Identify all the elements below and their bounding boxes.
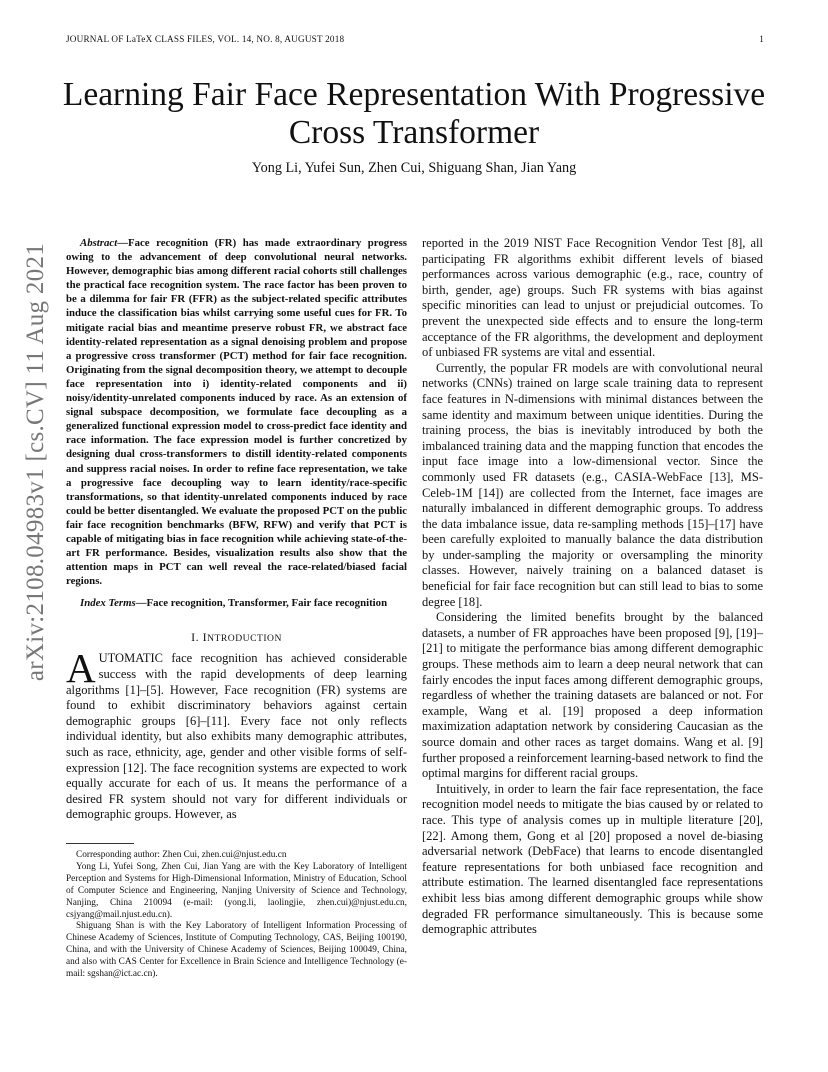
section-heading-introduction [66,630,407,645]
body-paragraph-4: Intuitively, in order to learn the fair face representation, the face recognition model needs to mitigate the bias caused by or related to race. This type of analysis comes up in multiple literature [20], [22]. Among them, Gong et al [20] proposed a novel de-biasing adversarial network (DebFace) that learns to encode disentangled feature representations for both unbiased face recognition and attribute estimation. The learned disentangled face representations exhibit less bias among different demographic groups while show degraded FR performance simultaneously. This is because some demographic attributes [422,781,763,937]
index-terms-lead: Index Terms [80,597,136,610]
body-paragraph-1: reported in the 2019 NIST Face Recognition Vendor Test [8], all participating FR algorithms exhibit different levels of biased performances across various demographic (e.g., race, country of birth, gender, age) groups. Such FR systems with bias against specific minorities can lead to unjust or prejudicial outcomes. To prevent the unexpected side effects and to ensure the long-term acceptance of the FR algorithms, the development and deployment of unbiased FR systems are vital and essential. [422,236,763,360]
abstract-lead: Abstract [80,237,118,249]
body-paragraph-2: Currently, the popular FR models are with convolutional neural networks (CNNs) trained on large scale training data to represent face features in N-dimensions with minimal distances between the same identity and maximum between unique identities. During the training process, the bias is inevitably introduced by both the imbalanced training data and the mapping function that encodes the input face image into a low-dimensional vector. Since the commonly used FR datasets (e.g., CASIA-WebFace [13], MS-Celeb-1M [14]) are collected from the Internet, face images are naturally imbalanced in different demographic groups. To address the data imbalance issue, data re-sampling methods [15]–[17] have been carefully exploited to manually balance the data distribution by under-sampling the majority or oversampling the minority classes. However, naively training on a balanced dataset is beneficial for fair face recognition but can still lead to bias to some degree [18]. [422,360,763,609]
section-title-rest: NTRODUCTION [207,633,282,645]
running-head [66,34,764,44]
intro-text: face recognition has achieved considerable success with the rapid developments of deep learning algorithms [1]–[5]. However, Face recognition (FR) systems are found to exhibit discriminatory behaviors against certain demographic groups [6]–[11]. Every face not only reflects individual identity, but also exhibits many demographic attributes, such as race, ethnicity, age, gender and other visible forms of self-expression [12]. The face recognition systems are expected to work equally accurate for each of us. It means the performance of a desired FR system should not vary for different individuals or demographic groups. However, as [66,651,407,822]
right-column [422,236,763,938]
footnote-affiliation-2: Shiguang Shan is with the Key Laboratory of Intelligent Information Processing of Chinese Academy of Sciences, Institute of Computing Technology, CAS, Beijing 100190, China, and with the University of Chinese Academy of Sciences, Beijing 100049, China, and also with CAS Center for Excellence in Brain Science and Intelligence Technology (e-mail: sgshan@ict.ac.cn). [66,921,407,980]
arxiv-identifier: arXiv:2108.04983v1 [cs.CV] 11 Aug 2021 [22,242,49,682]
paper-title: Learning Fair Face Representation With Progressive Cross Transformer [62,76,766,151]
section-initial: I [202,630,208,645]
footnote-rule [66,843,134,844]
index-terms-text: —Face recognition, Transformer, Fair face recognition [135,597,388,610]
section-numeral: I. [191,630,203,645]
drop-cap: A [66,645,96,692]
page-number: 1 [759,34,764,44]
footnote-affiliation-1: Yong Li, Yufei Song, Zhen Cui, Jian Yang are with the Key Laboratory of Intelligent Perception and Systems for High-Dimensional Information, Ministry of Education, School of Computer Science and Engineering, Nanjing University of Science and Technology, Nanjing, China 210094 (e-mail: (yong.li, laolingjie, zhen.cui)@njust.edu.cn, csjyang@mail.njust.edu.cn). [66,861,407,920]
left-column [66,236,407,981]
abstract-text: —Face recognition (FR) has made extraordinary progress owing to the advancement of deep convolutional neural networks. However, demographic bias among different racial cohorts still challenges the practical face recognition system. The race factor has been proven to be a dilemma for fair FR (FFR) as the subject-related specific attributes induce the classification bias whilst carrying some useful cues for FR. To mitigate racial bias and meantime preserve robust FR, we abstract face identity-related representation as a signal denoising problem and propose a progressive cross transformer (PCT) method for fair face recognition. Originating from the signal decomposition theory, we attempt to decouple face representation into i) identity-related components and ii) noisy/identity-unrelated components induced by race. As an extension of signal subspace decomposition, we formulate face decoupling as a generalized functional expression model to cross-predict face identity and race information. The face expression model is further concretized by designing dual cross-transformers to distill identity-related components and suppress racial noises. In order to refine face representation, we take a progressive face decoupling way to learn identity/race-specific transformations, so that identity-unrelated components induced by race could be better disentangled. We evaluate the proposed PCT on the public fair face recognition benchmarks (BFW, RFW) and verify that PCT is capable of mitigating bias in face recognition while achieving state-of-the-art FR performance. Besides, visualization results also show that the attention maps in PCT can well reveal the race-related/biased facial regions. [66,237,407,588]
intro-paragraph [66,645,407,823]
journal-header: JOURNAL OF LaTeX CLASS FILES, VOL. 14, NO. 8, AUGUST 2018 [66,34,345,44]
index-terms [66,596,407,610]
abstract [66,236,407,588]
intro-smallcaps: UTOMATIC [98,651,163,666]
paper-authors: Yong Li, Yufei Sun, Zhen Cui, Shiguang Shan, Jian Yang [251,160,577,176]
footnote-corresponding: Corresponding author: Zhen Cui, zhen.cui@njust.edu.cn [76,849,287,860]
body-paragraph-3: Considering the limited benefits brought by the balanced datasets, a number of FR approaches have been proposed [9], [19]–[21] to mitigate the performance bias among different demographic groups. These methods aim to learn a deep neural network that can fairly encodes the input faces among different demographic groups, regardless of whether the training datasets are balanced or not. For example, Wang et al. [19] proposed a deep information maximization adaptation network by considering Caucasian as the source domain and other races as target domains. Wang et al. [9] further proposed a reinforcement learning-based network to find the optimal margins for different racial groups. [422,610,763,781]
